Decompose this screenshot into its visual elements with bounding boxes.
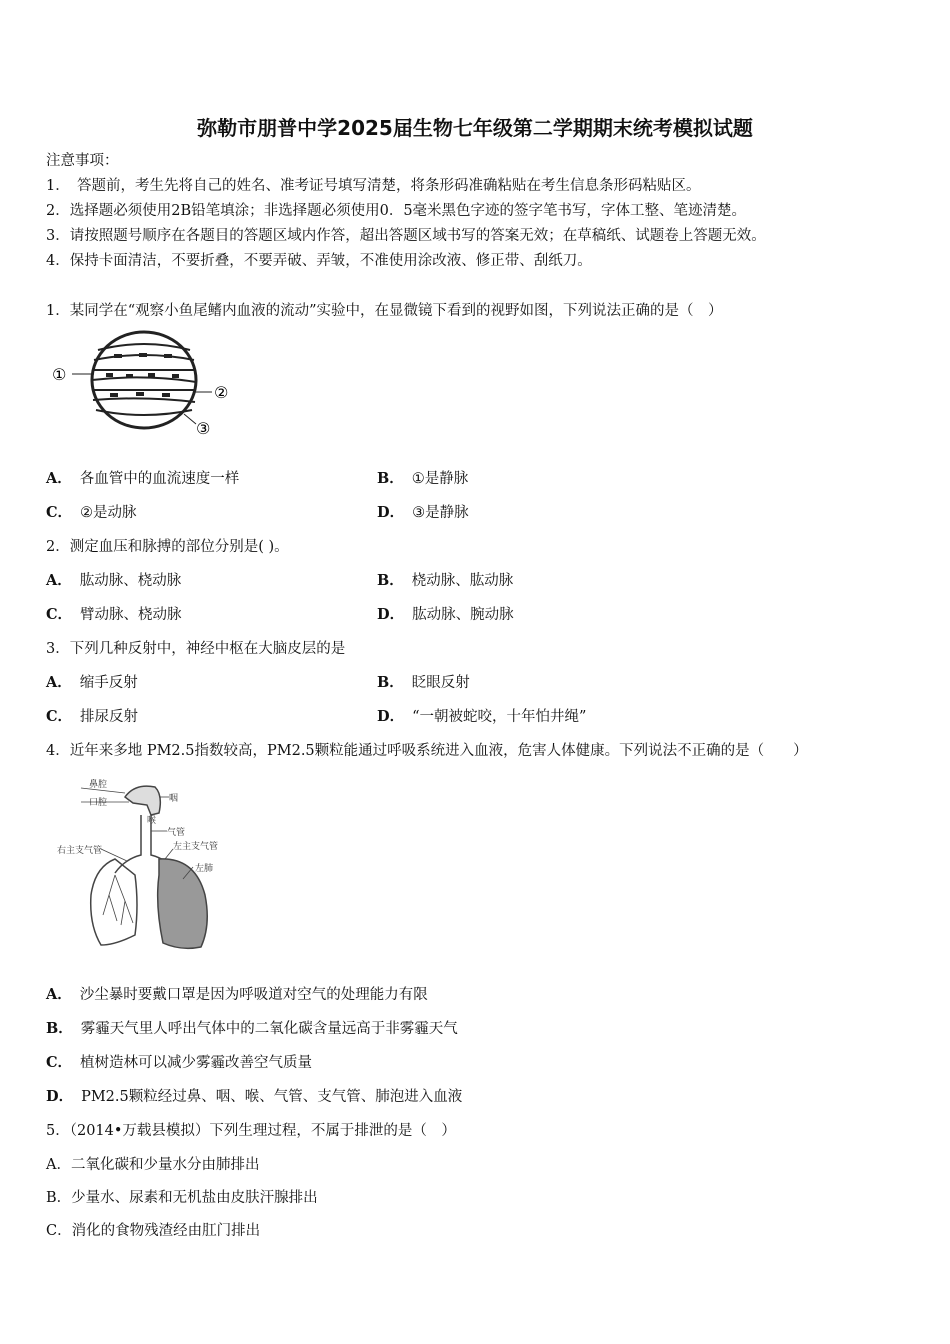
option-d: D． PM2.5颗粒经过鼻、咽、喉、气管、支气管、肺泡进入血液 — [46, 1088, 463, 1105]
figure-label: 左主支气管 — [173, 842, 219, 852]
figure-label: ③ — [196, 419, 211, 438]
option-d: D． ③是静脉 — [377, 504, 469, 521]
option-d: D． “一朝被蛇咬，十年怕井绳” — [377, 708, 587, 725]
option-c: C． ②是动脉 — [46, 504, 137, 521]
figure-label: 左肺 — [195, 864, 214, 874]
option-a: A． 缩手反射 — [46, 674, 138, 691]
figure-label: 气管 — [167, 828, 186, 838]
figure-label: 口腔 — [89, 798, 108, 808]
figure-label: 右主支气管 — [57, 846, 103, 856]
option-b: B． 雾霾天气里人呼出气体中的二氧化碳含量远高于非雾霾天气 — [46, 1020, 458, 1037]
option-d: D． 肱动脉、腕动脉 — [377, 606, 514, 623]
option-b: B． ①是静脉 — [377, 470, 469, 487]
question-4-stem: 4．近年来多地 PM2.5指数较高，PM2.5颗粒能通过呼吸系统进入血液，危害人体健康。下列说法不正确的是（ ） — [46, 743, 808, 759]
notice-heading: 注意事项： — [46, 153, 119, 169]
respiratory-system-figure — [55, 775, 245, 955]
option-a: A． 沙尘暴时要戴口罩是因为呼吸道对空气的处理能力有限 — [46, 986, 428, 1003]
option-b: B．少量水、尿素和无机盐由皮肤汗腺排出 — [46, 1190, 318, 1206]
figure-label: 喉 — [147, 816, 157, 826]
option-a: A． 各血管中的血流速度一样 — [46, 470, 240, 487]
notice-item: 3．请按照题号顺序在各题目的答题区域内作答，超出答题区域书写的答案无效；在草稿纸、试题卷上答题无效。 — [46, 228, 766, 244]
option-b: B． 眨眼反射 — [377, 674, 470, 691]
option-c: C． 排尿反射 — [46, 708, 139, 725]
question-5-stem: 5．（2014•万载县模拟）下列生理过程，不属于排泄的是（ ） — [46, 1123, 456, 1139]
figure-label: ① — [52, 365, 67, 384]
option-c: C．消化的食物残渣经由肛门排出 — [46, 1223, 261, 1239]
option-a: A． 肱动脉、桡动脉 — [46, 572, 182, 589]
notice-item: 1． 答题前，考生先将自己的姓名、准考证号填写清楚，将条形码准确粘贴在考生信息条形码粘贴区。 — [46, 178, 701, 194]
question-1-stem: 1．某同学在“观察小鱼尾鳍内血液的流动”实验中，在显微镜下看到的视野如图，下列说法正确的是（ ） — [46, 303, 723, 319]
notice-item: 4．保持卡面清洁，不要折叠，不要弄破、弄皱，不准使用涂改液、修正带、刮纸刀。 — [46, 253, 592, 269]
figure-label: 鼻腔 — [89, 780, 108, 790]
question-3-stem: 3．下列几种反射中，神经中枢在大脑皮层的是 — [46, 641, 346, 657]
notice-item: 2．选择题必须使用2B铅笔填涂；非选择题必须使用0．5毫米黑色字迹的签字笔书写，字体工整、笔迹清楚。 — [46, 203, 747, 219]
figure-label: 咽 — [169, 794, 179, 804]
option-c: C． 臂动脉、桡动脉 — [46, 606, 182, 623]
page-title: 弥勒市朋普中学2025届生物七年级第二学期期末统考模拟试题 — [197, 116, 753, 140]
option-c: C． 植树造林可以减少雾霾改善空气质量 — [46, 1054, 313, 1071]
question-2-stem: 2．测定血压和脉搏的部位分别是( )。 — [46, 539, 289, 555]
figure-label: ② — [214, 383, 229, 402]
blood-flow-figure — [44, 330, 244, 440]
option-a: A．二氧化碳和少量水分由肺排出 — [46, 1157, 260, 1173]
option-b: B． 桡动脉、肱动脉 — [377, 572, 514, 589]
